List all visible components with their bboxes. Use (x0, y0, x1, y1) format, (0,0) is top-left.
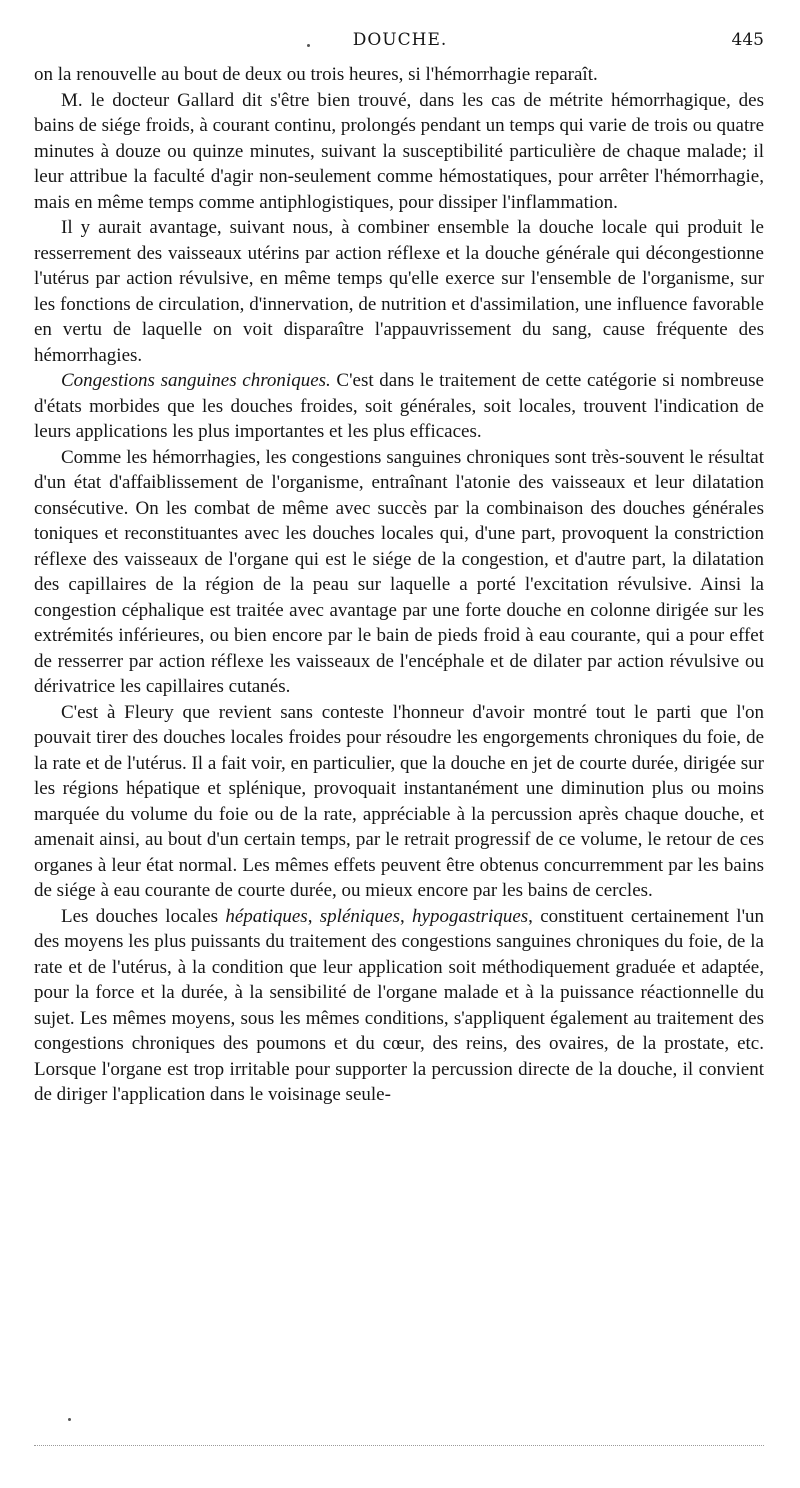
running-head (0, 30, 800, 58)
page-number: 445 (731, 30, 764, 50)
italic-term-hypogastriques: hypogastriques (412, 905, 529, 927)
section-heading-congestions: Congestions sanguines chroniques. (61, 370, 331, 391)
paragraph-continued: on la renouvelle au bout de deux ou trois heures, si l'hémorrhagie reparaît. (34, 64, 598, 85)
paragraph-douches-locales (34, 904, 764, 1108)
paragraph-hemorrhagies: Comme les hémorrhagies, les congestions sanguines chroniques sont très-souvent le résultat d'un état d'affaiblissement de l'organisme, entraînant l'atonie des vaisseaux et leur dilatation consécutive. On les combat de même avec succès par la combinaison des douches générales toniques et reconstituantes avec les douches locales qui, d'une part, provoquent la constriction réflexe des vaisseaux de l'organe qui est le siége de la congestion, et d'autre part, la dilatation des capillaires de la région de la peau sur laquelle a porté l'excitation révulsive. Ainsi la congestion céphalique est traitée avec avantage par une forte douche en colonne dirigée sur les extrémités inférieures, ou bien encore par le bain de pieds froid à eau courante, qui a pour effet de resserrer par action réflexe les vaisseaux de l'encéphale et de dilater par action révulsive ou dérivatrice les capillaires cutanés. (34, 446, 764, 697)
italic-term-spleniques: spléniques (319, 905, 400, 927)
text-run: , constituent certainement l'un des moyens les plus puissants du traitement des congestions sanguines chroniques du foie, de la rate et de l'utérus, à la condition que leur application soit méthodiquement graduée et adaptée, pour la force et la durée, à la sensibilité de l'organe malade et à la puissance réactionnelle du sujet. Les mêmes moyens, sous les mêmes conditions, s'appliquent également au traitement des congestions chroniques des poumons et du cœur, des reins, des ovaires, de la prostate, etc. Lorsque l'organe est trop irritable pour supporter la percussion directe de la douche, il convient de diriger l'application dans le voisinage seule- (34, 905, 765, 1105)
text-run: , (307, 905, 320, 927)
paragraph-congestions (34, 368, 764, 445)
text-run: Les douches locales (61, 905, 226, 927)
running-title: DOUCHE. (352, 30, 448, 50)
paragraph-congestions-text: C'est dans le traitement de cette catégorie si nombreuse d'états morbides que les douches froides, soit générales, soit locales, trouvent l'indication de leurs applications les plus importantes et les plus efficaces. (34, 370, 764, 442)
body-text (34, 62, 764, 1108)
paragraph-avantage: Il y aurait avantage, suivant nous, à combiner ensemble la douche locale qui produit le resserrement des vaisseaux utérins par action réflexe et la douche générale qui décongestionne l'utérus par action révulsive, en même temps qu'elle exerce sur l'ensemble de l'organisme, sur les fonctions de circulation, d'innervation, de nutrition et d'assimilation, une influence favorable en vertu de laquelle on voit disparaître l'appauvrissement du sang, cause fréquente des hémorrhagies. (34, 217, 764, 366)
paragraph-gallard: M. le docteur Gallard dit s'être bien trouvé, dans les cas de métrite hémorrhagique, des bains de siége froids, à courant continu, prolongés pendant un temps qui varie de trois ou quatre minutes à douze ou quinze minutes, suivant la susceptibilité particulière de chaque malade; il leur attribue la faculté d'agir non-seulement comme hémostatiques, pour arrêter l'hémorrhagie, mais en même temps comme antiphlogistiques, pour dissiper l'inflammation. (34, 89, 764, 213)
paragraph-fleury: C'est à Fleury que revient sans conteste l'honneur d'avoir montré tout le parti que l'on pouvait tirer des douches locales froides pour résoudre les engorgements chroniques du foie, de la rate et de l'utérus. Il a fait voir, en particulier, que la douche en jet de courte durée, dirigée sur les régions hépatique et splénique, provoquait instantanément une diminution plus ou moins marquée du volume du foie ou de la rate, appréciable à la percussion après chaque douche, et amenait ainsi, au bout d'un certain temps, par le retrait progressif de ce volume, le retour de ces organes à leur état normal. Les mêmes effets peuvent être obtenus concurremment par les bains de siége à eau courante de courte durée, ou mieux encore par les bains de cercles. (34, 701, 764, 901)
text-run: , (399, 905, 413, 927)
italic-term-hepatiques: hépatiques (225, 905, 308, 927)
footer-dotted-rule (34, 1445, 764, 1446)
scan-speck (307, 44, 310, 47)
scan-speck (68, 1418, 71, 1421)
